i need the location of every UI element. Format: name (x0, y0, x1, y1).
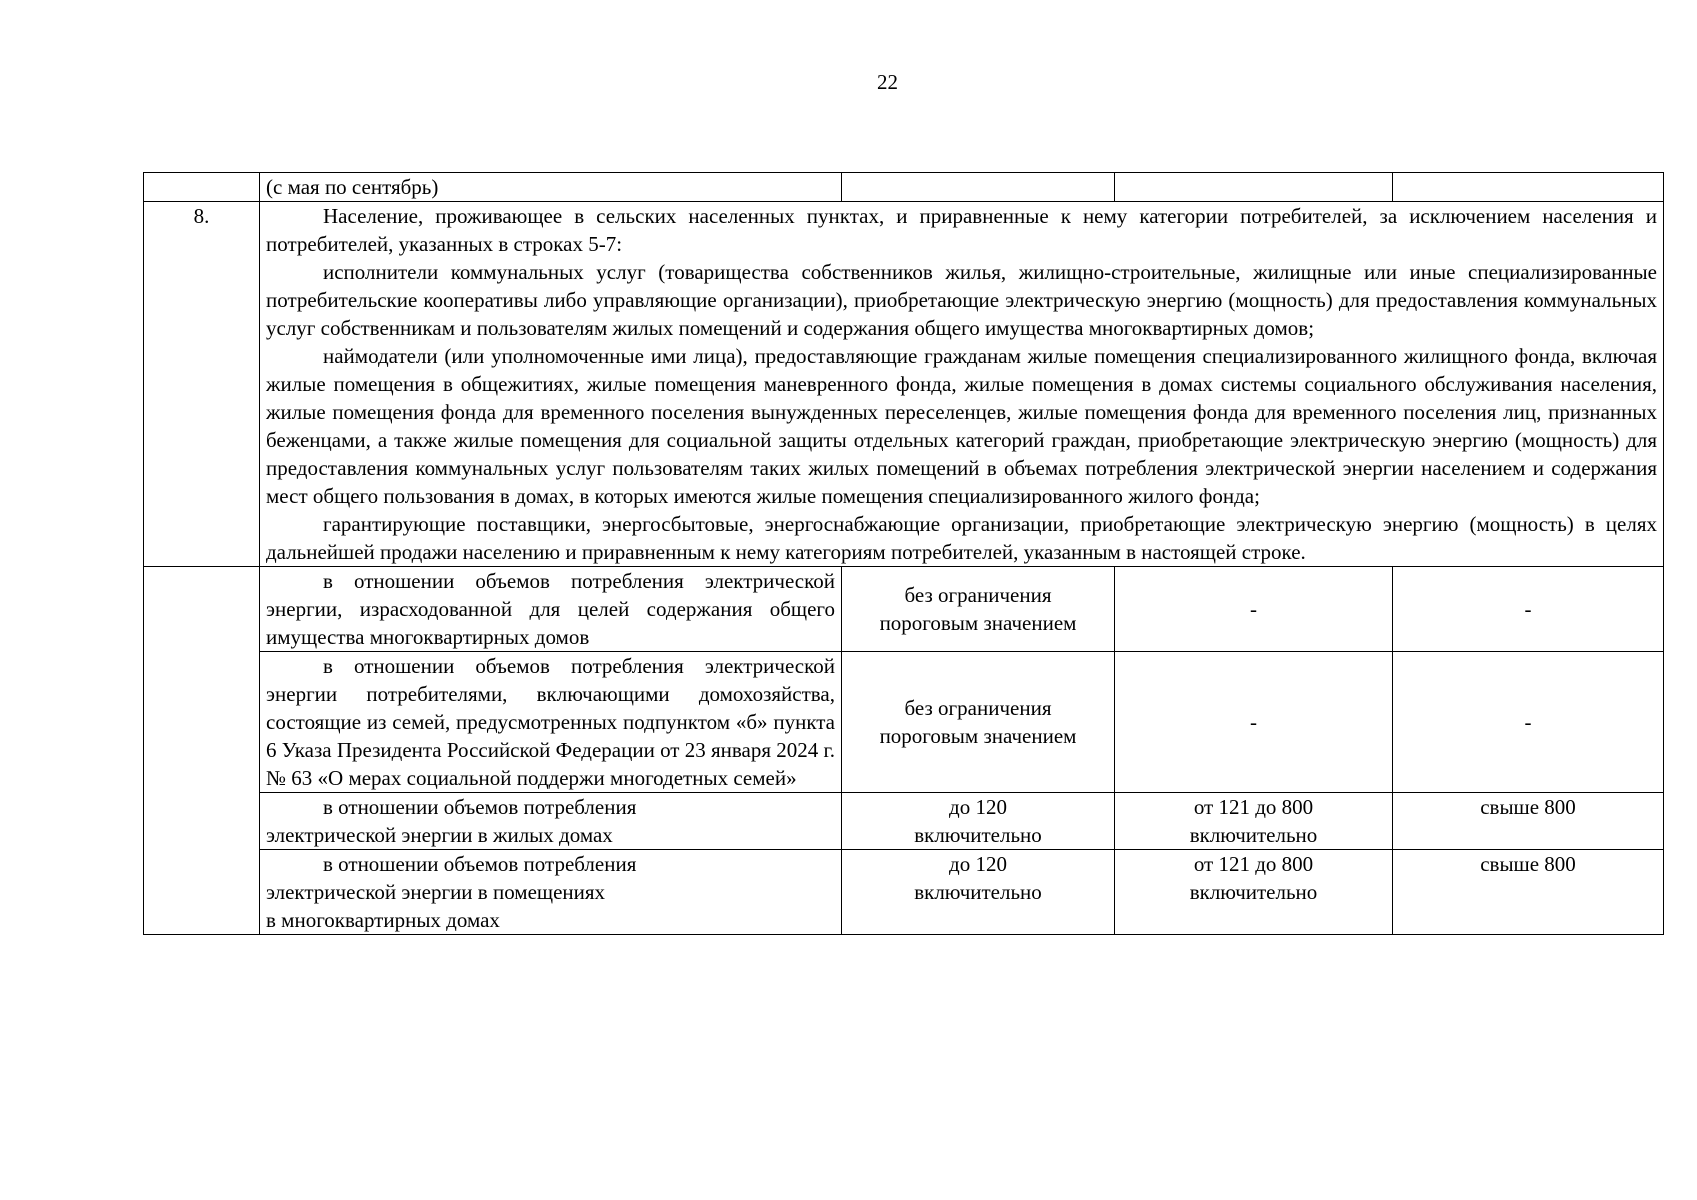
range-value: - (1250, 597, 1257, 621)
paragraph: гарантирующие поставщики, энергосбытовые, энергоснабжающие организации, приобретающие электрическую энергию (мощность) в целях дальнейшей продажи населению и приравненным к нему категориям потребителей, указанным в настоящей строке. (266, 512, 1657, 564)
row-8-description (260, 202, 1664, 567)
threshold-line: без ограничения (904, 696, 1052, 720)
range-cell (1115, 850, 1393, 935)
range-line: включительно (1189, 823, 1318, 847)
continuation-text: (с мая по сентябрь) (266, 175, 439, 199)
description-cell (260, 173, 842, 202)
description-cell (260, 850, 842, 935)
threshold-line: пороговым значением (879, 611, 1077, 635)
above-value: - (1524, 710, 1532, 734)
empty-cell (1393, 173, 1664, 202)
description-cell (260, 793, 842, 850)
description-text: в отношении объемов потребления электрической энергии потребителями, включающими домохозяйства, состоящие из семей, предусмотренных подпунктом «б» пункта 6 Указа Президента Российской Федерации от 23 января 2024 г. № 63 «О мерах социальной поддержи многодетных семей» (266, 654, 835, 790)
range-line: включительно (1189, 880, 1318, 904)
threshold-cell (842, 567, 1115, 652)
threshold-line: без ограничения (904, 583, 1052, 607)
description-text: в отношении объемов потребления электрической энергии, израсходованной для целей содержания общего имущества многоквартирных домов (266, 569, 835, 649)
table-row-continuation (144, 173, 1664, 202)
range-line: от 121 до 800 (1193, 852, 1314, 876)
threshold-line: включительно (914, 880, 1042, 904)
threshold-line: до 120 (949, 852, 1007, 876)
threshold-cell (842, 793, 1115, 850)
threshold-line: включительно (914, 823, 1042, 847)
description-line: электрической энергии в жилых домах (266, 823, 613, 847)
table-row (144, 850, 1664, 935)
tariff-table (143, 172, 1664, 935)
above-value: - (1524, 597, 1532, 621)
paragraph: Население, проживающее в сельских населенных пунктах, и приравненные к нему категории потребителей, за исключением населения и потребителей, указанных в строках 5-7: (266, 204, 1657, 256)
row-number-cell (144, 202, 260, 567)
range-line: от 121 до 800 (1193, 795, 1314, 819)
page-number: 22 (877, 70, 898, 94)
table-row (144, 652, 1664, 793)
range-cell (1115, 652, 1393, 793)
paragraph: наймодатели (или уполномоченные ими лица), предоставляющие гражданам жилые помещения специализированного жилищного фонда, включая жилые помещения в общежитиях, жилые помещения маневренного фонда, жилые помещения в домах системы социального обслуживания населения, жилые помещения фонда для временного поселения вынужденных переселенцев, жилые помещения фонда для временного поселения лиц, признанных беженцами, а также жилые помещения для социальной защиты отдельных категорий граждан, приобретающие электрическую энергию (мощность) для предоставления коммунальных услуг пользователям таких жилых помещений в объемах потребления электрической энергии населением и содержания мест общего пользования в домах, в которых имеются жилые помещения специализированного жилого фонда; (266, 344, 1657, 508)
description-cell (260, 652, 842, 793)
row-number: 8. (193, 204, 210, 228)
range-value: - (1250, 710, 1257, 734)
table-row (144, 793, 1664, 850)
description-line: в отношении объемов потребления (323, 795, 637, 819)
above-cell (1393, 652, 1664, 793)
threshold-line: пороговым значением (879, 724, 1077, 748)
above-cell (1393, 850, 1664, 935)
row-number-cell (144, 173, 260, 202)
empty-cell (1115, 173, 1393, 202)
above-value: свыше 800 (1480, 795, 1576, 819)
threshold-cell (842, 652, 1115, 793)
range-cell (1115, 567, 1393, 652)
description-line: электрической энергии в помещениях (266, 880, 606, 904)
above-cell (1393, 793, 1664, 850)
row-number-cell (144, 567, 260, 935)
above-value: свыше 800 (1480, 852, 1576, 876)
table-row-8 (144, 202, 1664, 567)
description-cell (260, 567, 842, 652)
description-line: в отношении объемов потребления (323, 852, 637, 876)
description-line: в многоквартирных домах (266, 908, 500, 932)
threshold-line: до 120 (949, 795, 1007, 819)
threshold-cell (842, 850, 1115, 935)
range-cell (1115, 793, 1393, 850)
above-cell (1393, 567, 1664, 652)
table-row (144, 567, 1664, 652)
empty-cell (842, 173, 1115, 202)
paragraph: исполнители коммунальных услуг (товарищества собственников жилья, жилищно-строительные, жилищные или иные специализированные потребительские кооперативы либо управляющие организации), приобретающие электрическую энергию (мощность) для предоставления коммунальных услуг собственникам и пользователям жилых помещений и содержания общего имущества многоквартирных домов; (266, 260, 1657, 340)
